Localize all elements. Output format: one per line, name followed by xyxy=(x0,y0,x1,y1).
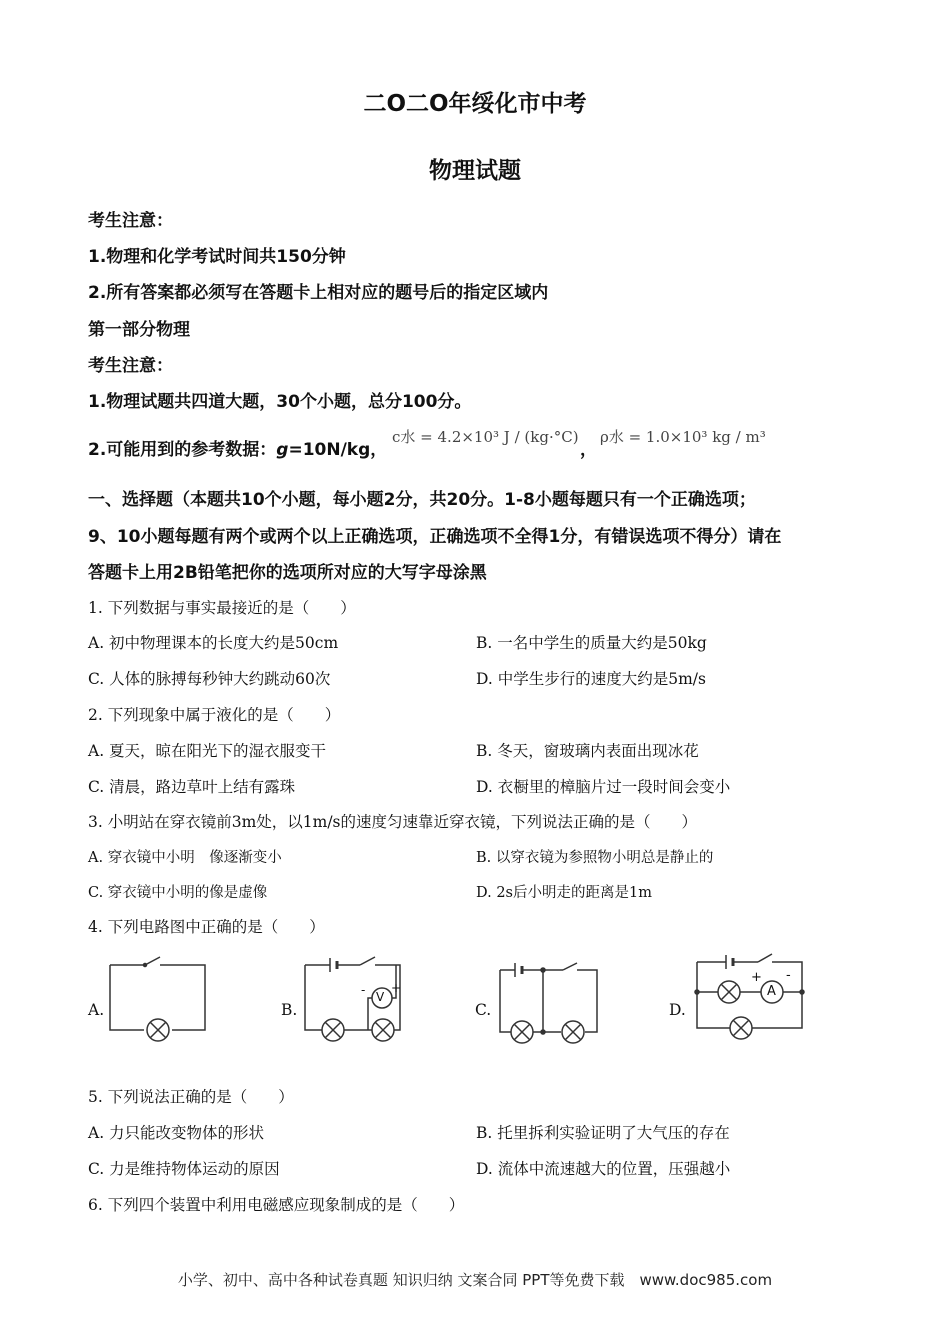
option-b: B. 冬天，窗玻璃内表面出现冰花 xyxy=(476,742,699,760)
reference-data xyxy=(88,435,387,460)
option-d: D. 2s后小明走的距离是1m xyxy=(476,885,652,901)
notice-line: 1.物理试题共四道大题，30个小题，总分100分。 xyxy=(88,392,472,412)
page-footer: 小学、初中、高中各种试卷真题 知识归纳 文案合同 PPT等免费下载 www.doc985.com xyxy=(177,1271,773,1289)
question-stem: 4. 下列电路图中正确的是（ ） xyxy=(88,918,325,936)
option-d: D. 衣橱里的樟脑片过一段时间会变小 xyxy=(476,778,731,796)
notice-heading: 考生注意： xyxy=(88,356,173,376)
option-c: C. xyxy=(475,1001,492,1019)
lamp-icon xyxy=(511,1021,533,1043)
minus-sign: - xyxy=(786,968,791,983)
option-a: A. xyxy=(88,1001,105,1019)
section-heading: 一、选择题（本题共10个小题，每小题2分，共20分。1-8小题每题只有一个正确选项； xyxy=(88,490,756,510)
lamp-icon xyxy=(372,1019,394,1041)
option-b: B. 托里拆利实验证明了大气压的存在 xyxy=(476,1124,730,1142)
reference-prefix: 2.可能用到的参考数据： xyxy=(88,440,277,460)
circuit-diagram-b xyxy=(300,950,410,1050)
option-d: D. 流体中流速越大的位置，压强越小 xyxy=(476,1160,731,1178)
section-heading: 答题卡上用2B铅笔把你的选项所对应的大写字母涂黑 xyxy=(88,563,487,583)
minus-sign: - xyxy=(361,983,366,997)
option-c: C. 穿衣镜中小明的像是虚像 xyxy=(88,885,268,901)
lamp-icon xyxy=(147,1019,169,1041)
battery-icon xyxy=(726,955,733,969)
circuit-diagram-d xyxy=(690,948,810,1050)
density-formula: ρ水 = 1.0×10³ kg / m³ xyxy=(600,428,766,446)
option-d: D. xyxy=(669,1001,686,1019)
circuit-diagram-a xyxy=(100,950,215,1050)
question-stem: 3. 小明站在穿衣镜前3m处，以1m/s的速度匀速靠近穿衣镜，下列说法正确的是（ ） xyxy=(88,813,698,831)
formula-separator: ， xyxy=(580,440,597,460)
option-a: A. 初中物理课本的长度大约是50cm xyxy=(88,634,339,652)
page-title: 二O二O年绥化市中考 xyxy=(363,91,587,117)
option-a: A. 夏天，晾在阳光下的湿衣服变干 xyxy=(88,742,327,760)
lamp-icon xyxy=(718,981,740,1003)
option-b: B. xyxy=(281,1001,298,1019)
voltmeter-label: V xyxy=(376,990,385,1004)
circuit-diagram-c xyxy=(495,960,605,1050)
ammeter-label: A xyxy=(767,984,776,999)
option-b: B. 以穿衣镜为参照物小明总是静止的 xyxy=(476,850,714,866)
lamp-icon xyxy=(322,1019,344,1041)
notice-line: 1.物理和化学考试时间共150分钟 xyxy=(88,247,346,267)
question-stem: 1. 下列数据与事实最接近的是（ ） xyxy=(88,599,356,617)
option-a: A. 穿衣镜中小明 像逐渐变小 xyxy=(88,850,282,866)
lamp-icon xyxy=(562,1021,584,1043)
question-stem: 6. 下列四个装置中利用电磁感应现象制成的是（ ） xyxy=(88,1196,465,1214)
option-c: C. 人体的脉搏每秒钟大约跳动60次 xyxy=(88,670,331,688)
specific-heat-formula: c水 = 4.2×10³ J / (kg·°C) xyxy=(392,428,579,446)
option-b: B. 一名中学生的质量大约是50kg xyxy=(476,634,707,652)
option-c: C. 力是维持物体运动的原因 xyxy=(88,1160,280,1178)
page-subtitle: 物理试题 xyxy=(429,158,521,184)
part-heading: 第一部分物理 xyxy=(88,320,190,340)
option-c: C. 清晨，路边草叶上结有露珠 xyxy=(88,778,296,796)
section-heading: 9、10小题每题有两个或两个以上正确选项，正确选项不全得1分，有错误选项不得分）请在 xyxy=(88,527,782,547)
plus-sign: + xyxy=(751,970,762,985)
option-a: A. 力只能改变物体的形状 xyxy=(88,1124,265,1142)
question-stem: 2. 下列现象中属于液化的是（ ） xyxy=(88,706,341,724)
question-stem: 5. 下列说法正确的是（ ） xyxy=(88,1088,294,1106)
battery-icon xyxy=(330,958,337,972)
gravity-symbol: g xyxy=(276,440,289,460)
plus-sign: + xyxy=(391,981,402,995)
lamp-icon xyxy=(730,1017,752,1039)
gravity-value: =10N/kg， xyxy=(288,440,388,460)
battery-icon xyxy=(515,963,522,977)
notice-heading: 考生注意： xyxy=(88,211,173,231)
notice-line: 2.所有答案都必须写在答题卡上相对应的题号后的指定区域内 xyxy=(88,283,549,303)
option-d: D. 中学生步行的速度大约是5m/s xyxy=(476,670,706,688)
